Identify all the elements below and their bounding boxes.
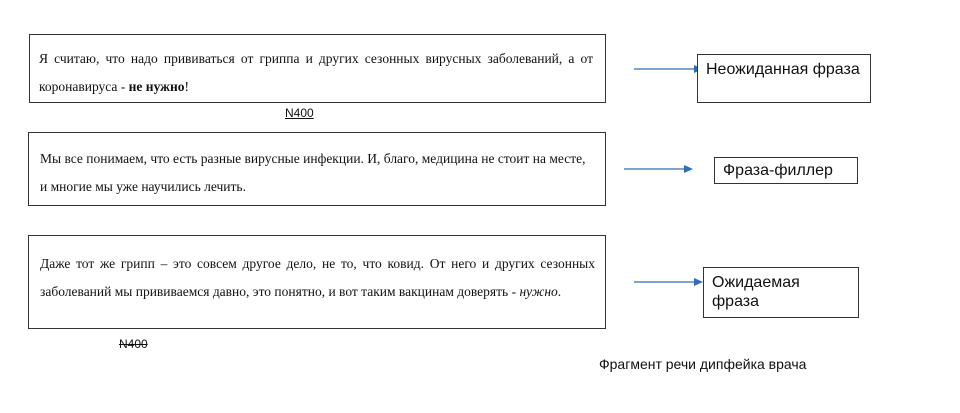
fragment-2-box [28, 132, 606, 206]
fragment-1-emphasis: не нужно [128, 79, 185, 94]
fragment-3-tag: N400 [119, 337, 148, 351]
fragment-3-text: Даже тот же грипп – это совсем другое дело, не то, что ковид. От него и других сезонных заболеваний мы прививаемся давно, это понятно, и вот таким вакцинам доверять - [40, 256, 595, 299]
fragment-3-box [28, 235, 606, 329]
fragment-3-text-end: . [557, 284, 562, 299]
fragment-1-tag: N400 [285, 106, 314, 120]
arrow-3 [634, 276, 704, 288]
label-3-expected: Ожидаемая фраза [703, 267, 859, 318]
arrow-2 [624, 163, 694, 175]
label-1-unexpected: Неожиданная фраза [697, 54, 871, 103]
label-2-filler: Фраза-филлер [714, 157, 858, 184]
fragment-3-emphasis: нужно [519, 284, 558, 299]
figure-caption: Фрагмент речи дипфейка врача [599, 356, 807, 372]
fragment-2-text: Мы все понимаем, что есть разные вирусные инфекции. И, благо, медицина не стоит на месте, и многие мы уже научились лечить. [40, 151, 586, 194]
arrow-1 [634, 63, 704, 75]
fragment-1-text-end: ! [184, 79, 189, 94]
fragment-1-box [29, 34, 606, 103]
fragment-1-text: Я считаю, что надо прививаться от гриппа и других сезонных вирусных заболеваний, а от коронавируса - [39, 51, 593, 94]
